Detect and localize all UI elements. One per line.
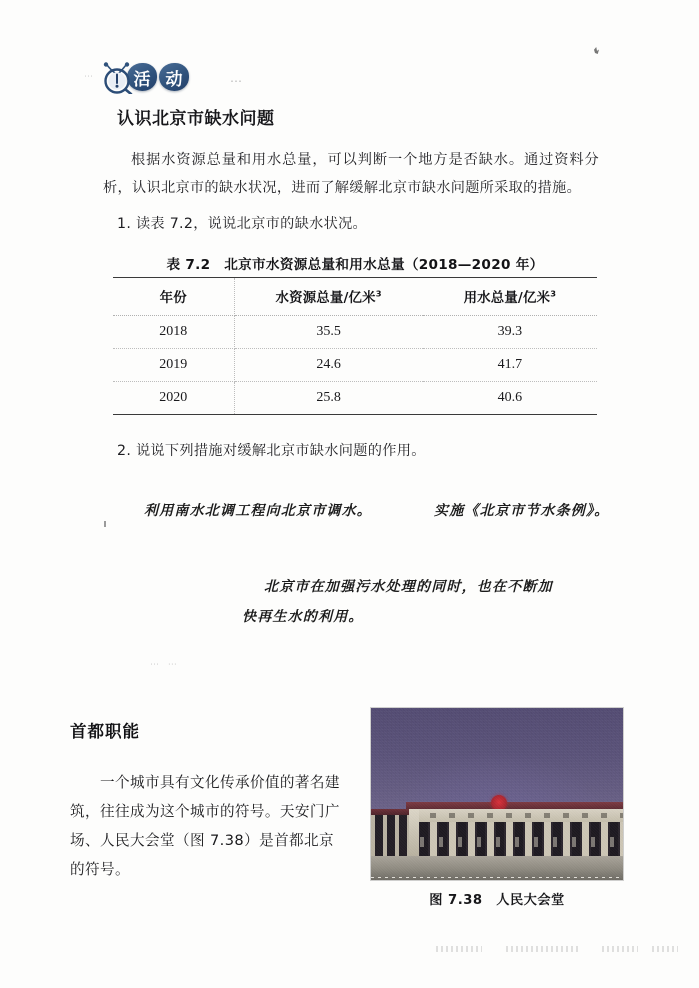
- footer-smudge: [602, 946, 638, 952]
- cell-water-resources: 35.5: [234, 316, 423, 349]
- photo-roof-band: [406, 802, 623, 810]
- header-water-resources: [234, 278, 423, 316]
- question-1: 1. 读表 7.2，说说北京市的缺水状况。: [117, 216, 368, 232]
- photo-plaza: [371, 856, 623, 880]
- figure-caption: 图 7.38 人民大会堂: [429, 893, 565, 908]
- activity-title: 认识北京市缺水问题: [117, 109, 275, 129]
- header-water-resources-label: 水资源总量/亿米: [275, 291, 376, 306]
- table-body: [113, 316, 597, 415]
- cell-year: 2018: [113, 316, 234, 349]
- photo-entablature: [411, 809, 623, 821]
- table-caption: 表 7.2 北京市水资源总量和用水总量（2018—2020 年）: [166, 257, 544, 273]
- photo-entablature-detail: [411, 813, 623, 818]
- header-water-resources-exponent: 3: [375, 288, 382, 299]
- measure-text-2: 实施《北京市节水条例》。: [434, 503, 610, 519]
- measure-text-1: 利用南水北调工程向北京市调水。: [144, 503, 372, 519]
- header-water-use-exponent: 3: [550, 288, 557, 299]
- section-title: 首都职能: [70, 722, 140, 741]
- activity-badge-char-1: 活: [127, 63, 157, 91]
- table-row: [113, 382, 597, 415]
- intro-paragraph: 根据水资源总量和用水总量，可以判断一个地方是否缺水。通过资料分析，认识北京市的缺水状况，进而了解缓解北京市缺水问题所采取的措施。: [103, 152, 599, 196]
- footer-smudge: [652, 946, 678, 952]
- photo-left-wing: [371, 815, 413, 860]
- header-water-use-label: 用水总量/亿米: [463, 291, 551, 306]
- scan-speck: [594, 47, 599, 54]
- cell-water-resources: 25.8: [234, 382, 423, 415]
- photo-corner-pylon: [409, 809, 419, 861]
- scan-speck: [104, 521, 106, 527]
- photo-colonnade-doors: [411, 837, 623, 847]
- table-row: [113, 316, 597, 349]
- activity-badge-char-2: 动: [159, 63, 189, 91]
- photo-plaza-railing: [371, 877, 623, 878]
- cell-water-use: 40.6: [423, 382, 597, 415]
- header-year: 年份: [113, 278, 234, 316]
- water-data-table: [113, 277, 597, 415]
- cell-year: 2020: [113, 382, 234, 415]
- badge-dots-ornament: ⋯: [230, 74, 244, 88]
- faint-scan-mark: ⋯ ⋯: [150, 660, 180, 670]
- cell-water-resources: 24.6: [234, 349, 423, 382]
- question-2: 2. 说说下列措施对缓解北京市缺水问题的作用。: [117, 443, 426, 459]
- activity-badge: [100, 60, 189, 94]
- great-hall-photo: [371, 708, 623, 880]
- national-emblem-icon: [491, 795, 507, 811]
- footer-smudge: [436, 946, 482, 952]
- measure-text-3: 北京市在加强污水处理的同时，也在不断加快再生水的利用。: [242, 579, 553, 625]
- footer-smudge: [506, 946, 580, 952]
- photo-colonnade: [411, 822, 623, 860]
- header-water-use: [423, 278, 597, 316]
- section-paragraph: 一个城市具有文化传承价值的著名建筑，往往成为这个城市的符号。天安门广场、人民大会堂（图 7.38）是首都北京的符号。: [70, 774, 340, 878]
- faint-scan-mark: ⋯: [84, 72, 96, 82]
- table-header-row: [113, 278, 597, 316]
- table-head: [113, 278, 597, 316]
- magnifier-bulb-icon: [100, 61, 134, 94]
- cell-water-use: 39.3: [423, 316, 597, 349]
- cell-year: 2019: [113, 349, 234, 382]
- figure-7-38: [371, 708, 623, 908]
- cell-water-use: 41.7: [423, 349, 597, 382]
- table-row: [113, 349, 597, 382]
